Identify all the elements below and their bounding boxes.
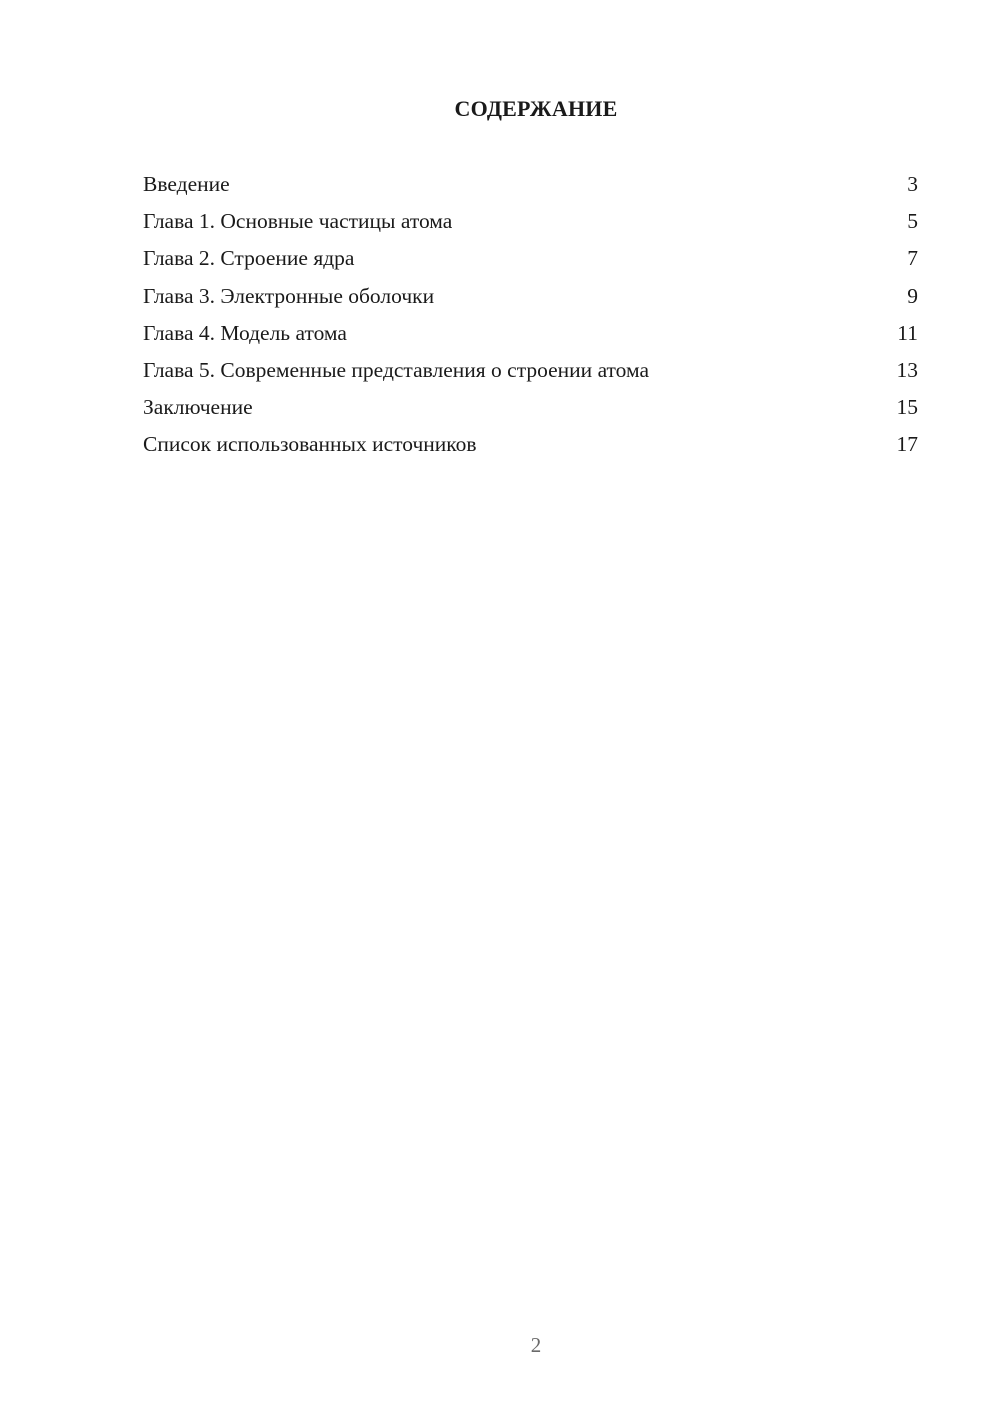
toc-entry-chapter-5 <box>143 355 918 392</box>
toc-entry-page: 15 <box>896 395 918 420</box>
toc-entry-label: Введение <box>143 172 230 196</box>
toc-entry-chapter-2 <box>143 243 918 280</box>
toc-entry-conclusion <box>143 392 918 429</box>
toc-entry-page: 3 <box>907 172 918 196</box>
toc-title: СОДЕРЖАНИЕ <box>454 96 618 121</box>
toc-entry-label: Заключение <box>143 395 253 420</box>
toc-entry-label: Глава 1. Основные частицы атома <box>143 209 453 234</box>
toc-entry-page: 5 <box>907 209 918 234</box>
toc-entry-page: 13 <box>896 357 918 382</box>
toc-entry-label: Глава 5. Современные представления о строении атома <box>143 357 650 382</box>
toc-entry-label: Глава 2. Строение ядра <box>143 246 355 271</box>
toc-entry-page: 9 <box>907 283 918 308</box>
toc-entry-label: Глава 3. Электронные оболочки <box>143 283 435 308</box>
page-number: 2 <box>530 1333 542 1357</box>
toc-entry-introduction <box>143 169 918 206</box>
toc-entry-page: 11 <box>897 320 918 345</box>
toc-entry-label: Глава 4. Модель атома <box>143 320 347 345</box>
toc-entry-label: Список использованных источников <box>143 432 477 457</box>
toc-entry-page: 7 <box>907 246 918 271</box>
toc-entry-chapter-4 <box>143 318 918 355</box>
toc-entry-page: 17 <box>896 432 918 457</box>
toc-entry-chapter-3 <box>143 281 918 318</box>
toc-entry-chapter-1 <box>143 206 918 243</box>
toc-entry-references <box>143 429 918 466</box>
table-of-contents <box>143 169 918 467</box>
